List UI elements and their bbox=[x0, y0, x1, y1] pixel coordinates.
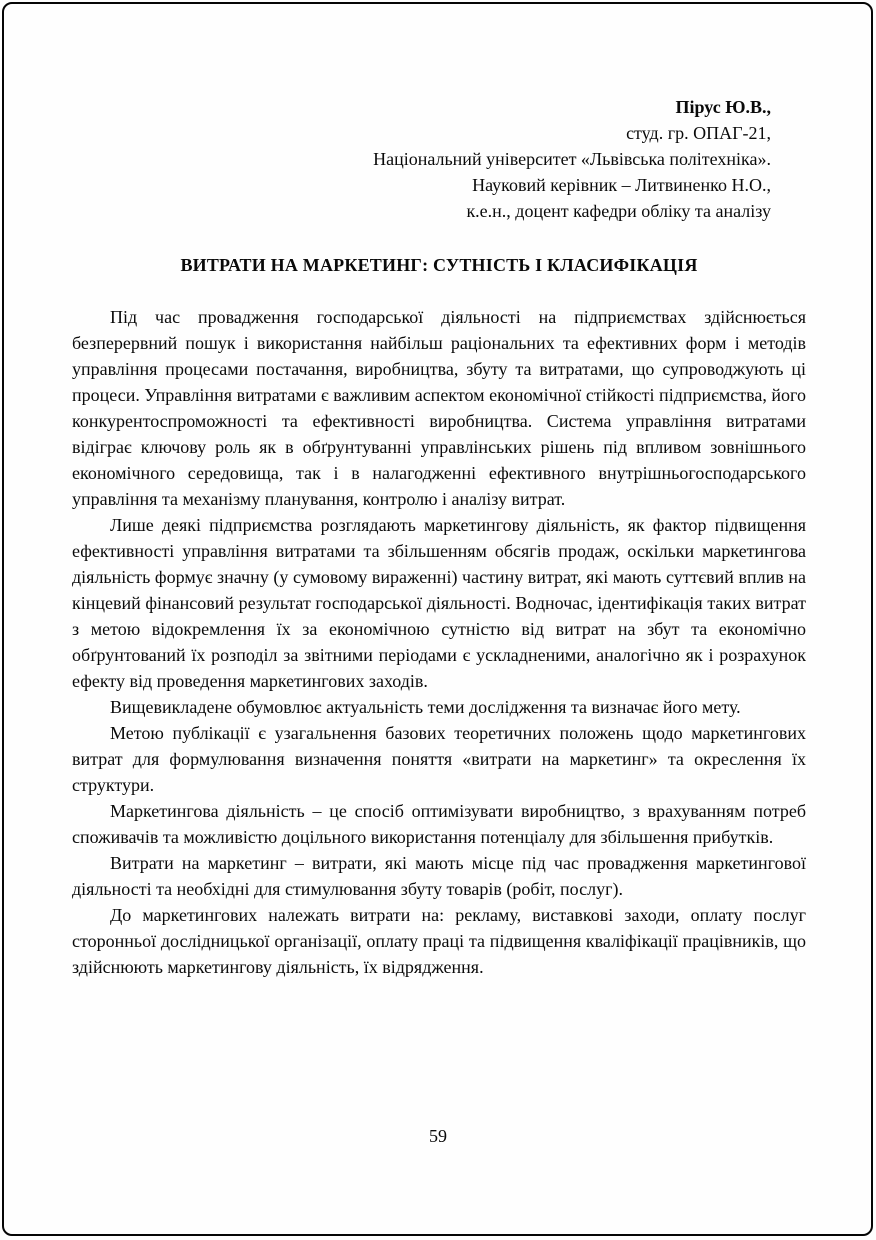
body-paragraph: Під час провадження господарської діяльності на підприємствах здійснюється безперервний пошук і використання найбільш раціональних та ефективних форм і методів управління процесами постачання, виробництва, збуту та витратами, що супроводжують ці процеси. Управління витратами є важливим аспектом економічної стійкості підприємства, його конкурентоспроможності та ефективності виробництва. Система управління витратами відіграє ключову роль як в обґрунтуванні управлінських рішень під впливом зовнішнього економічного середовища, так і в налагодженні ефективного внутрішньогосподарського управління та механізму планування, контролю і аналізу витрат. bbox=[72, 307, 806, 509]
body-paragraph: Метою публікації є узагальнення базових теоретичних положень щодо маркетингових витрат для формулювання визначення поняття «витрати на маркетинг» та окреслення їх структури. bbox=[72, 723, 806, 795]
author-name: Пірус Ю.В., bbox=[675, 97, 771, 117]
author-group-line: студ. гр. ОПАГ-21, bbox=[626, 123, 771, 143]
body-paragraph: Лише деякі підприємства розглядають маркетингову діяльність, як фактор підвищення ефективності управління витратами та збільшенням обсягів продаж, оскільки маркетингова діяльність формує значну (у сумовому вираженні) частину витрат, які мають суттєвий вплив на кінцевий фінансовий результат господарської діяльності. Водночас, ідентифікація таких витрат з метою відокремлення їх за економічною сутністю від витрат на збут та економічно обґрунтований їх розподіл за звітними періодами є ускладненими, аналогічно як і розрахунок ефекту від проведення маркетингових заходів. bbox=[72, 515, 806, 691]
body-text bbox=[72, 304, 806, 980]
body-paragraph: До маркетингових належать витрати на: рекламу, виставкові заходи, оплату послуг сторонньої дослідницької організації, оплату праці та підвищення кваліфікації працівників, що здійснюють маркетингову діяльність, їх відрядження. bbox=[72, 905, 806, 977]
byline-block bbox=[72, 94, 806, 224]
body-paragraph: Маркетингова діяльність – це спосіб оптимізувати виробництво, з врахуванням потреб споживачів та можливістю доцільного використання потенціалу для збільшення прибутків. bbox=[72, 801, 806, 847]
supervisor-degree-line: к.е.н., доцент кафедри обліку та аналізу bbox=[466, 201, 771, 221]
body-paragraph: Вищевикладене обумовлює актуальність теми дослідження та визначає його мету. bbox=[110, 697, 741, 717]
supervisor-line: Науковий керівник – Литвиненко Н.О., bbox=[472, 175, 771, 195]
page-content bbox=[72, 94, 806, 980]
author-university-line: Національний університет «Львівська політехніка». bbox=[373, 149, 771, 169]
body-paragraph: Витрати на маркетинг – витрати, які мають місце під час провадження маркетингової діяльності та необхідні для стимулювання збуту товарів (робіт, послуг). bbox=[72, 853, 806, 899]
page-number: 59 bbox=[429, 1126, 447, 1146]
paper-title: ВИТРАТИ НА МАРКЕТИНГ: СУТНІСТЬ І КЛАСИФІКАЦІЯ bbox=[180, 255, 698, 275]
